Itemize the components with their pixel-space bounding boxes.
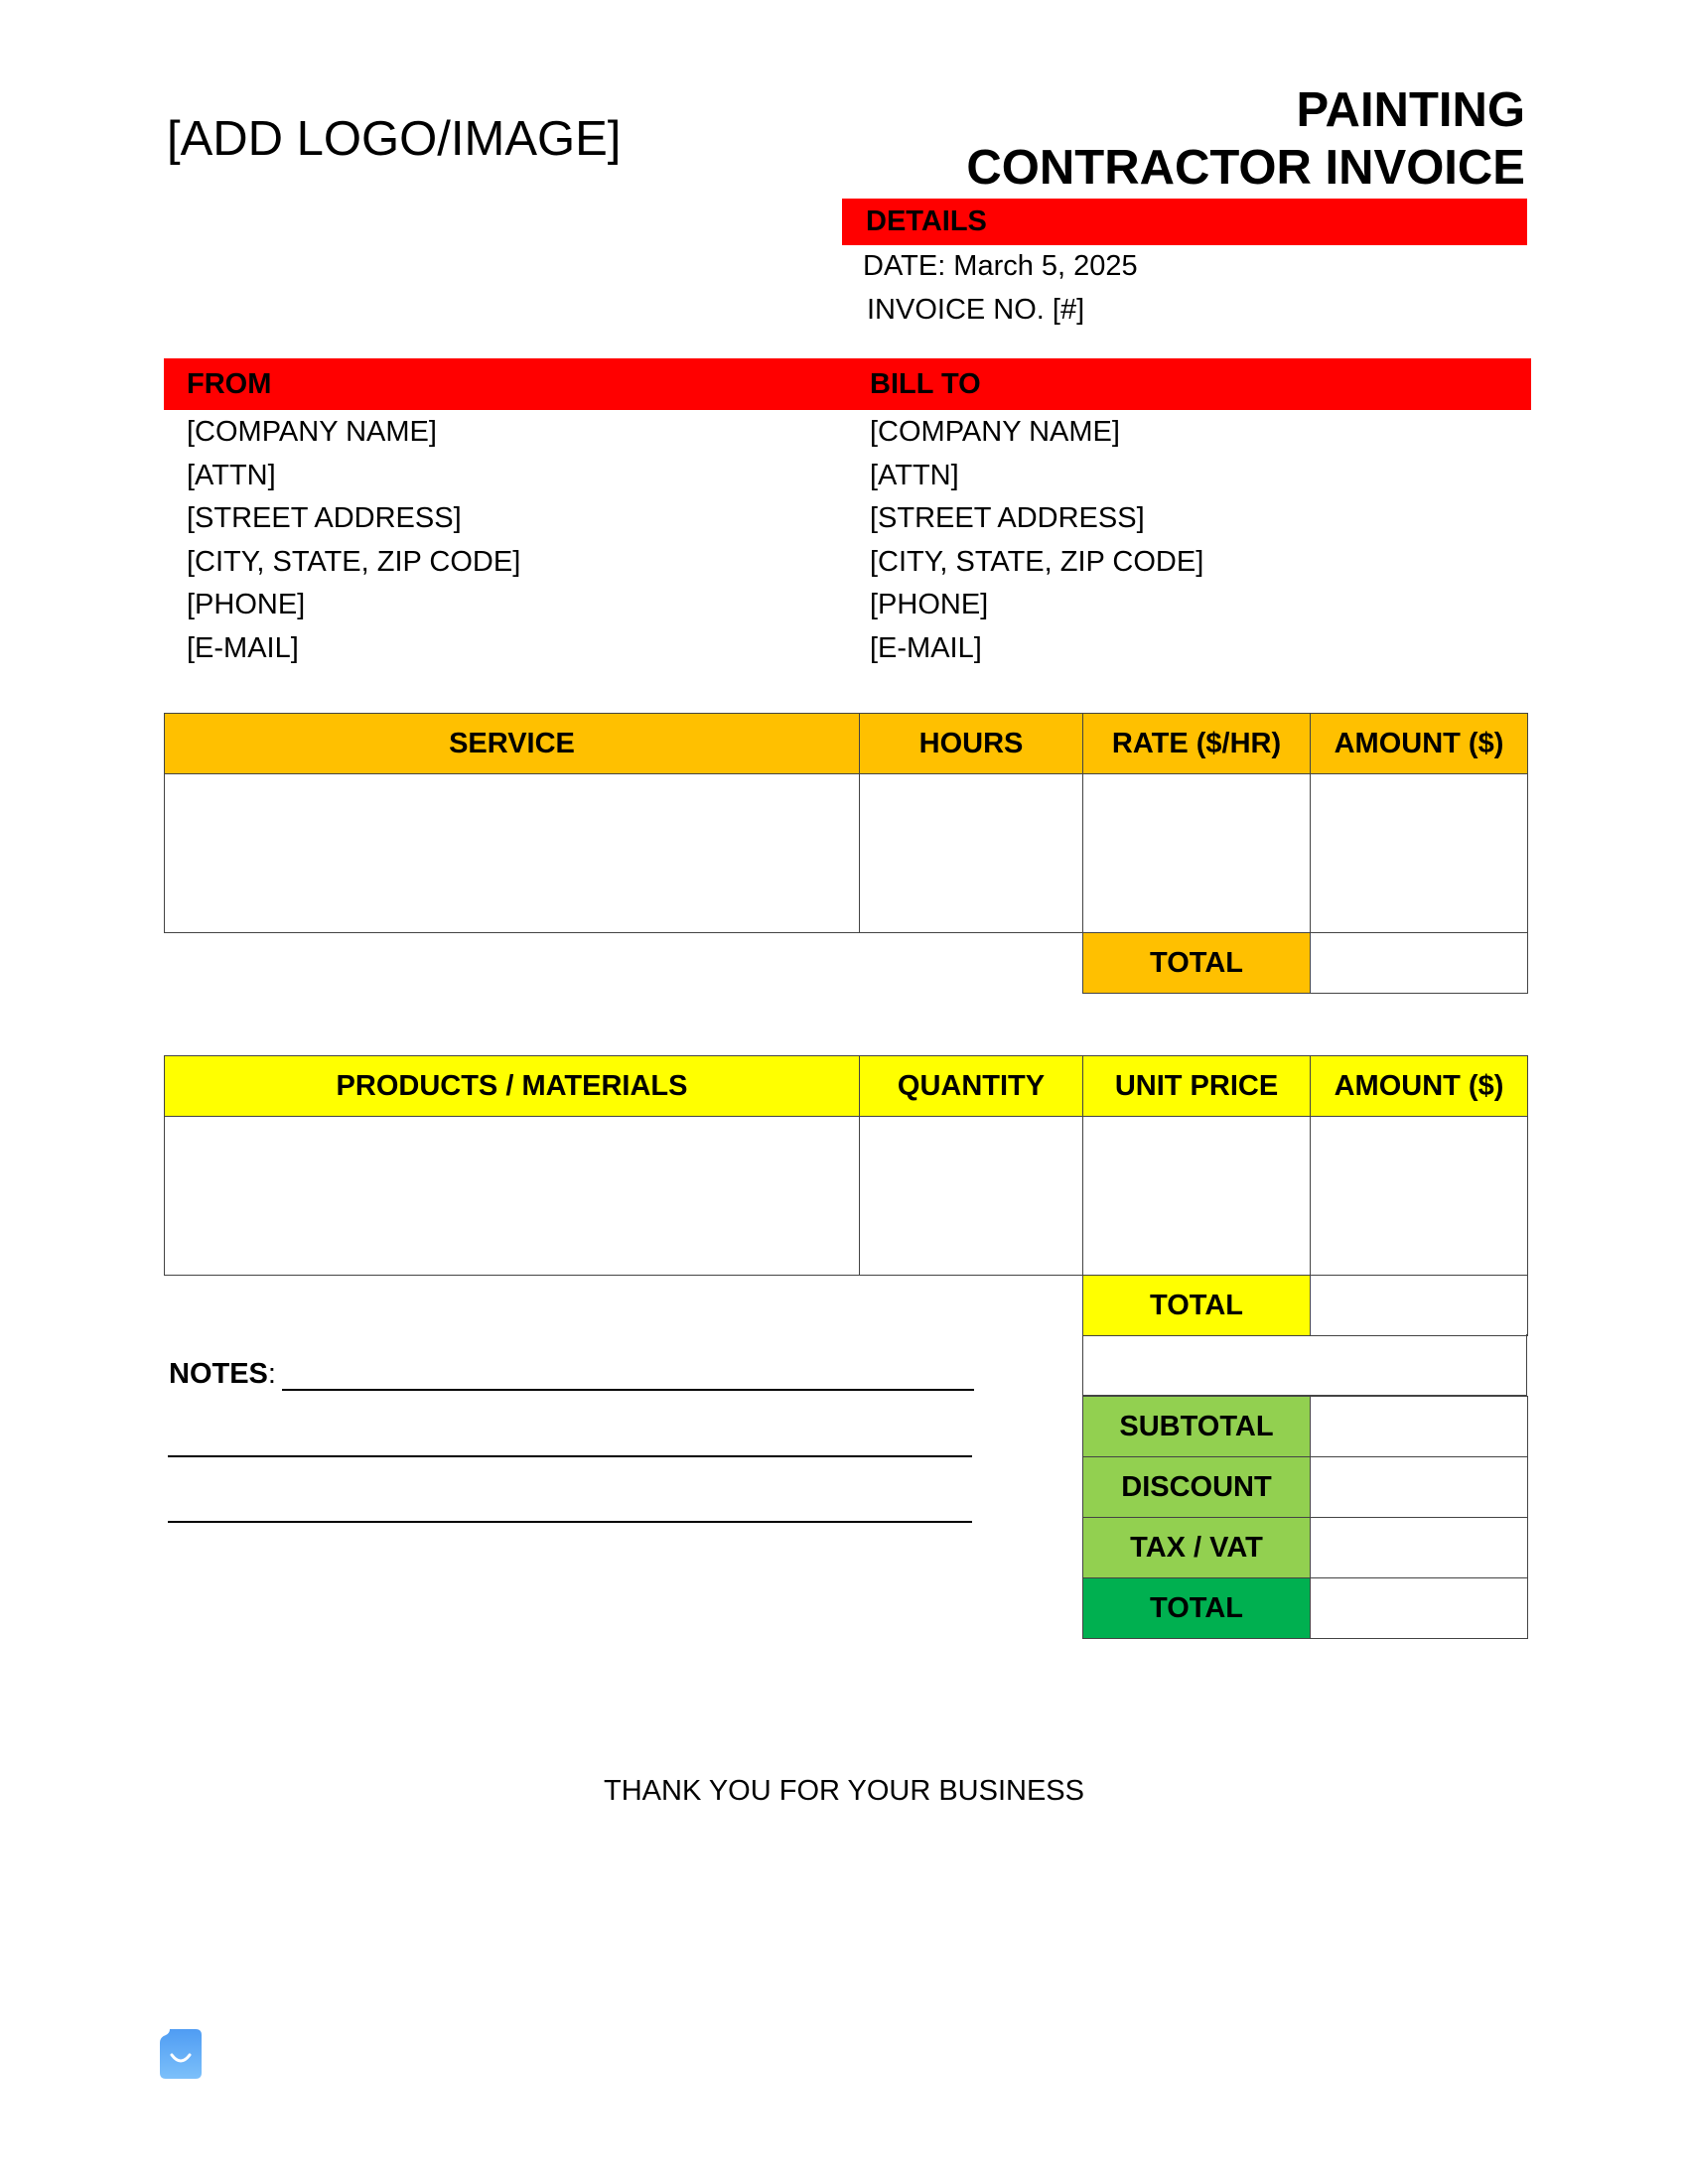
from-street: [STREET ADDRESS] — [187, 502, 462, 534]
grand-total-label: TOTAL — [1083, 1578, 1311, 1639]
billto-attn: [ATTN] — [870, 459, 959, 491]
amount-cell[interactable] — [1311, 774, 1528, 933]
from-company: [COMPANY NAME] — [187, 416, 437, 448]
billto-company: [COMPANY NAME] — [870, 416, 1120, 448]
services-table — [164, 713, 1528, 994]
billto-header: BILL TO — [870, 368, 981, 400]
notes-line-2[interactable] — [168, 1455, 972, 1457]
products-total-label: TOTAL — [1083, 1276, 1311, 1336]
rate-cell[interactable] — [1083, 774, 1311, 933]
product-row — [165, 1117, 1528, 1276]
from-email: [E-MAIL] — [187, 631, 299, 664]
services-total-label: TOTAL — [1083, 933, 1311, 994]
notes-line-3[interactable] — [168, 1521, 972, 1523]
quantity-header: QUANTITY — [860, 1056, 1083, 1117]
product-amount-header: AMOUNT ($) — [1311, 1056, 1528, 1117]
billto-city-state-zip: [CITY, STATE, ZIP CODE] — [870, 545, 1204, 578]
from-address — [187, 411, 520, 670]
unit-price-cell[interactable] — [1083, 1117, 1311, 1276]
notes-label: NOTES: — [169, 1358, 276, 1390]
subtotal-label: SUBTOTAL — [1083, 1397, 1311, 1457]
brand-logo-icon — [160, 2029, 202, 2079]
from-attn: [ATTN] — [187, 459, 276, 491]
product-cell[interactable] — [165, 1117, 860, 1276]
products-table — [164, 1055, 1528, 1336]
title-line-1: PAINTING — [1296, 83, 1525, 137]
rate-header: RATE ($/HR) — [1083, 714, 1311, 774]
billto-address — [870, 411, 1203, 670]
tax-label: TAX / VAT — [1083, 1518, 1311, 1578]
from-header: FROM — [187, 368, 272, 400]
billto-phone: [PHONE] — [870, 589, 989, 620]
invoice-date: DATE: March 5, 2025 — [863, 250, 1138, 282]
summary-table — [1082, 1396, 1528, 1639]
products-header: PRODUCTS / MATERIALS — [165, 1056, 860, 1117]
service-cell[interactable] — [165, 774, 860, 933]
from-phone: [PHONE] — [187, 589, 306, 620]
invoice-title — [966, 81, 1525, 197]
service-header: SERVICE — [165, 714, 860, 774]
details-header: DETAILS — [866, 205, 987, 237]
tax-value[interactable] — [1311, 1518, 1528, 1578]
details-header-bar — [842, 199, 1527, 245]
services-total-value[interactable] — [1311, 933, 1528, 994]
service-row — [165, 774, 1528, 933]
subtotal-value[interactable] — [1311, 1397, 1528, 1457]
quantity-cell[interactable] — [860, 1117, 1083, 1276]
amount-header: AMOUNT ($) — [1311, 714, 1528, 774]
title-line-2: CONTRACTOR INVOICE — [966, 141, 1525, 195]
products-total-value[interactable] — [1311, 1276, 1528, 1336]
hours-header: HOURS — [860, 714, 1083, 774]
product-amount-cell[interactable] — [1311, 1117, 1528, 1276]
from-city-state-zip: [CITY, STATE, ZIP CODE] — [187, 545, 521, 578]
billto-street: [STREET ADDRESS] — [870, 502, 1145, 534]
billto-email: [E-MAIL] — [870, 631, 982, 664]
logo-placeholder: [ADD LOGO/IMAGE] — [167, 112, 622, 166]
notes-line-1[interactable] — [282, 1389, 974, 1391]
discount-value[interactable] — [1311, 1457, 1528, 1518]
thank-you-message: THANK YOU FOR YOUR BUSINESS — [604, 1775, 1084, 1807]
summary-spacer — [1082, 1334, 1527, 1396]
grand-total-value[interactable] — [1311, 1578, 1528, 1639]
discount-label: DISCOUNT — [1083, 1457, 1311, 1518]
invoice-number: INVOICE NO. [#] — [867, 294, 1085, 326]
hours-cell[interactable] — [860, 774, 1083, 933]
from-billto-header-bar — [164, 358, 1531, 410]
unit-price-header: UNIT PRICE — [1083, 1056, 1311, 1117]
